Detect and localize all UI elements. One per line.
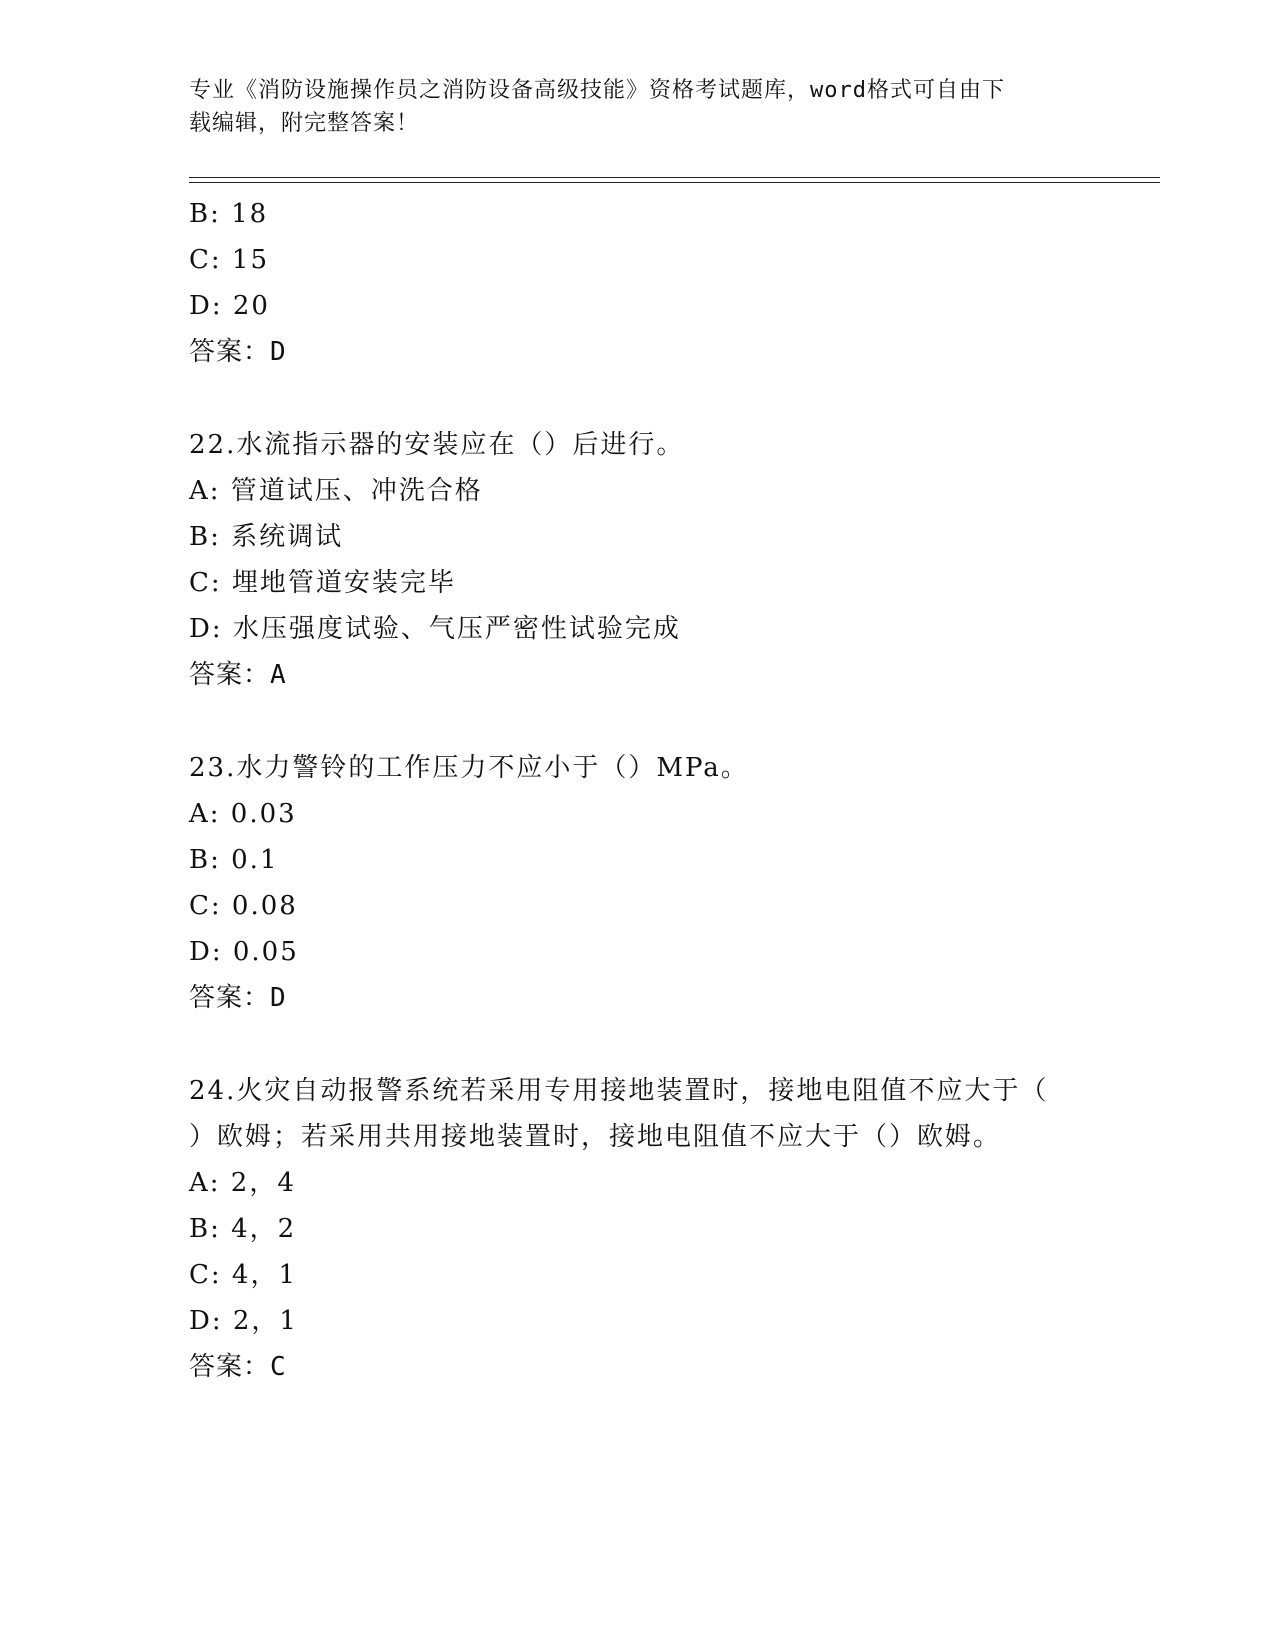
option-b: B: 0.1: [189, 845, 279, 875]
option-b: B: 系统调试: [189, 522, 344, 552]
option-c: C: 4，1: [189, 1260, 298, 1290]
option-c: C: 15: [189, 245, 270, 275]
spacer: [189, 698, 1089, 745]
header-divider-top: [189, 177, 1160, 178]
option-a: A: 0.03: [189, 799, 297, 829]
question-text: 23.水力警铃的工作压力不应小于（）MPa。: [189, 753, 749, 783]
question-23: [189, 745, 1089, 1021]
answer: 答案：A: [189, 660, 287, 690]
header-line-1: 专业《消防设施操作员之消防设备高级技能》资格考试题库，word格式可自由下: [189, 78, 1005, 103]
question-list: [189, 191, 1089, 1390]
answer: 答案：C: [189, 1352, 287, 1382]
option-a: A: 管道试压、冲洗合格: [189, 476, 483, 506]
document-header: [189, 74, 1089, 140]
option-d: D: 20: [189, 291, 270, 321]
header-line-2: 载编辑，附完整答案！: [189, 111, 420, 136]
option-a: A: 2，4: [189, 1168, 296, 1198]
option-d: D: 2，1: [189, 1306, 298, 1336]
option-b: B: 4，2: [189, 1214, 297, 1244]
question-text-line-2: ）欧姆；若采用共用接地装置时，接地电阻值不应大于（）欧姆。: [189, 1122, 1002, 1152]
header-divider-bottom: [189, 182, 1160, 183]
spacer: [189, 375, 1089, 422]
option-c: C: 埋地管道安装完毕: [189, 568, 456, 598]
option-b: B: 18: [189, 199, 269, 229]
option-d: D: 0.05: [189, 937, 299, 967]
option-d: D: 水压强度试验、气压严密性试验完成: [189, 614, 681, 644]
question-24: [189, 1068, 1089, 1390]
answer: 答案：D: [189, 983, 287, 1013]
option-c: C: 0.08: [189, 891, 298, 921]
question-text: 22.水流指示器的安装应在（）后进行。: [189, 430, 685, 460]
spacer: [189, 1021, 1089, 1068]
question-21: [189, 191, 1089, 375]
answer: 答案：D: [189, 337, 287, 367]
question-22: [189, 422, 1089, 698]
question-text-line-1: 24.火灾自动报警系统若采用专用接地装置时，接地电阻值不应大于（: [189, 1076, 1049, 1106]
